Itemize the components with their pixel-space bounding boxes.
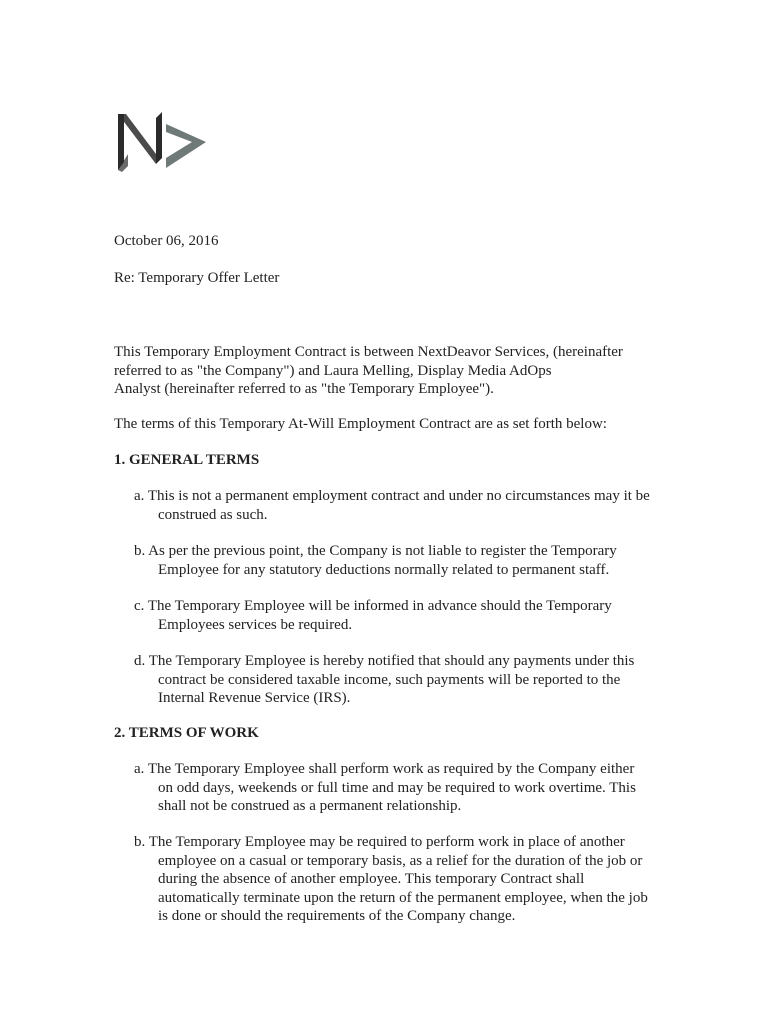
item-line: b. The Temporary Employee may be required to perform work in place of another xyxy=(134,834,625,850)
item-line: is done or should the requirements of the Company change. xyxy=(158,908,516,924)
work-term-b xyxy=(134,833,674,926)
item-line: shall not be construed as a permanent relationship. xyxy=(158,798,462,814)
item-line: automatically terminate upon the return of the permanent employee, when the job xyxy=(158,889,648,906)
intro-paragraph xyxy=(114,343,623,399)
item-line: on odd days, weekends or full time and may be required to work overtime. This xyxy=(158,779,636,796)
item-line: Internal Revenue Service (IRS). xyxy=(158,690,351,706)
terms-intro: The terms of this Temporary At-Will Employment Contract are as set forth below: xyxy=(114,416,607,432)
general-term-b xyxy=(134,542,674,579)
item-line: d. The Temporary Employee is hereby notified that should any payments under this xyxy=(134,653,635,669)
section-heading-general-terms: 1. GENERAL TERMS xyxy=(114,452,260,468)
nextdeavor-logo xyxy=(114,110,210,174)
item-line: contract be considered taxable income, such payments will be reported to the xyxy=(158,671,621,688)
intro-line: Analyst (hereinafter referred to as "the Temporary Employee"). xyxy=(114,381,494,397)
item-line: a. The Temporary Employee shall perform work as required by the Company either xyxy=(134,761,635,777)
general-term-c xyxy=(134,597,674,634)
general-term-a xyxy=(134,487,674,524)
letter-date: October 06, 2016 xyxy=(114,233,219,249)
item-line: b. As per the previous point, the Company is not liable to register the Temporary xyxy=(134,543,617,559)
work-term-a xyxy=(134,760,674,816)
item-line: Employee for any statutory deductions normally related to permanent staff. xyxy=(158,561,610,578)
item-line: during the absence of another employee. This temporary Contract shall xyxy=(158,871,585,887)
intro-line: referred to as "the Company") and Laura Melling, Display Media AdOps xyxy=(114,362,552,379)
item-line: c. The Temporary Employee will be informed in advance should the Temporary xyxy=(134,598,612,614)
item-line: construed as such. xyxy=(158,506,268,523)
letter-subject: Re: Temporary Offer Letter xyxy=(114,270,280,286)
general-term-d xyxy=(134,652,674,708)
item-line: Employees services be required. xyxy=(158,616,353,633)
item-line: employee on a casual or temporary basis, as a relief for the duration of the job or xyxy=(158,852,643,869)
item-line: a. This is not a permanent employment contract and under no circumstances may it be xyxy=(134,488,650,504)
section-heading-terms-of-work: 2. TERMS OF WORK xyxy=(114,725,259,741)
intro-line: This Temporary Employment Contract is between NextDeavor Services, (hereinafter xyxy=(114,344,623,360)
